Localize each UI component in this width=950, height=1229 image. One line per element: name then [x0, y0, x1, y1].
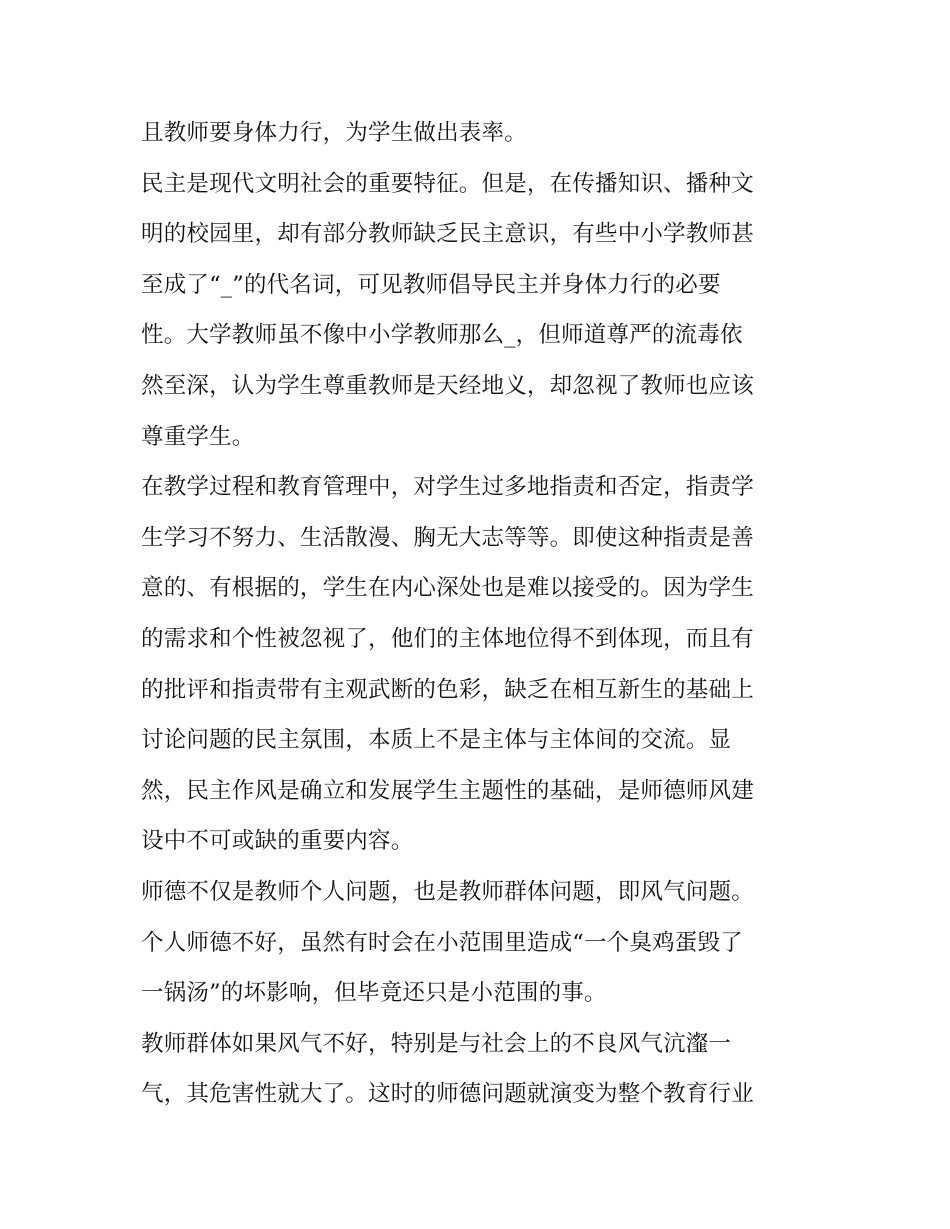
body-text [141, 108, 821, 1120]
text-line: 性。大学教师虽不像中小学教师那么_，但师道尊严的流毒依 [141, 322, 743, 349]
text-line: 明的校园里，却有部分教师缺乏民主意识，有些中小学教师甚 [141, 221, 754, 248]
text-line: 民主是现代文明社会的重要特征。但是，在传播知识、播种文 [141, 170, 754, 197]
text-line: 讨论问题的民主氛围，本质上不是主体与主体间的交流。显 [141, 727, 732, 754]
text-line: 个人师德不好，虽然有时会在小范围里造成“一个臭鸡蛋毁了 [141, 929, 743, 956]
text-line: 的需求和个性被忽视了，他们的主体地位得不到体现，而且有 [141, 625, 754, 652]
text-line: 生学习不努力、生活散漫、胸无大志等等。即使这种指责是善 [141, 524, 754, 551]
text-line: 至成了“_”的代名词，可见教师倡导民主并身体力行的必要 [141, 271, 721, 298]
text-line: 且教师要身体力行，为学生做出表率。 [141, 120, 527, 146]
text-line: 的批评和指责带有主观武断的色彩，缺乏在相互新生的基础上 [141, 676, 754, 703]
text-line: 然，民主作风是确立和发展学生主题性的基础，是师德师风建 [141, 777, 754, 804]
text-line: 意的、有根据的，学生在内心深处也是难以接受的。因为学生 [141, 575, 754, 602]
text-line: 一锅汤”的坏影响，但毕竟还只是小范围的事。 [141, 980, 607, 1007]
text-line: 然至深，认为学生尊重教师是天经地义，却忽视了教师也应该 [141, 372, 754, 399]
text-line: 教师群体如果风气不好，特别是与社会上的不良风气沆瀣一 [141, 1030, 732, 1057]
text-line: 师德不仅是教师个人问题，也是教师群体问题，即风气问题。 [141, 878, 754, 905]
text-line: 设中不可或缺的重要内容。 [141, 828, 414, 855]
text-line: 在教学过程和教育管理中，对学生过多地指责和否定，指责学 [141, 474, 754, 501]
text-line: 气，其危害性就大了。这时的师德问题就演变为整个教育行业 [141, 1081, 754, 1108]
text-line: 尊重学生。 [141, 423, 255, 450]
